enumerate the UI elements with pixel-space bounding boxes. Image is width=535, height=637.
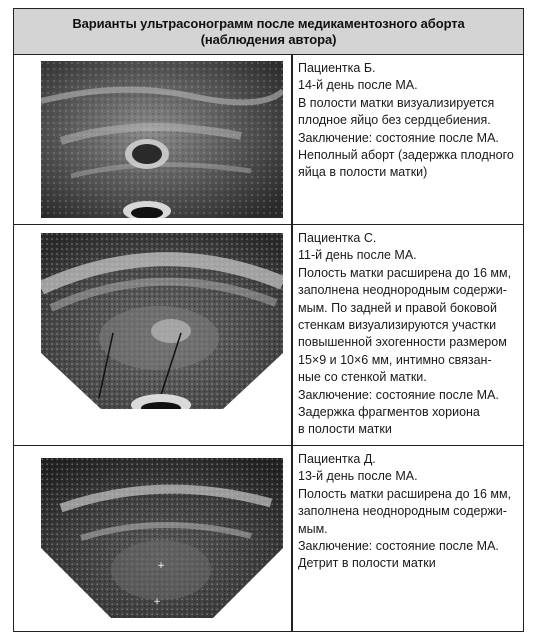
table-header bbox=[14, 9, 523, 55]
text-line: плодное яйцо без сердцебиения. bbox=[298, 113, 491, 128]
text-line: Пациентка Д. bbox=[298, 452, 376, 466]
ultrasound-image-patient-c bbox=[41, 233, 283, 409]
table-title-line-1: Варианты ультрасонограмм после медикаментозного аборта bbox=[72, 15, 465, 31]
text-line: Неполный аборт (задержка плодного bbox=[298, 148, 514, 163]
text-line: 14-й день после МА. bbox=[298, 78, 418, 93]
text-line: Пациентка С. bbox=[298, 231, 377, 245]
text-line: Пациентка Б. bbox=[298, 61, 376, 75]
text-line: Задержка фрагментов хориона bbox=[298, 405, 480, 420]
text-line: Полость матки расширена до 16 мм, bbox=[298, 486, 512, 501]
ultrasound-image-patient-d bbox=[41, 458, 283, 618]
table-row bbox=[14, 225, 523, 446]
text-line: мым. По задней и правой боковой bbox=[298, 300, 497, 315]
text-line: Заключение: состояние после МА. bbox=[298, 539, 499, 554]
text-line: Заключение: состояние после МА. bbox=[298, 130, 499, 145]
text-line: ные со стенкой матки. bbox=[298, 370, 427, 385]
text-line: мым. bbox=[298, 521, 328, 536]
patient-d-description bbox=[298, 451, 517, 573]
text-line: Заключение: состояние после МА. bbox=[298, 387, 499, 402]
table-title-line-2: (наблюдения автора) bbox=[200, 31, 337, 47]
text-line: в полости матки bbox=[298, 422, 392, 437]
text-line: заполнена неоднородным содержи- bbox=[298, 283, 507, 298]
text-line: яйца в полости матки) bbox=[298, 165, 428, 180]
patient-b-description bbox=[298, 60, 517, 182]
ultrasound-image-patient-b bbox=[41, 61, 283, 218]
text-line: заполнена неоднородным содержи- bbox=[298, 504, 507, 519]
text-line: В полости матки визуализируется bbox=[298, 95, 495, 110]
patient-c-description bbox=[298, 230, 517, 439]
text-line: повышенной эхогенности размером bbox=[298, 335, 507, 350]
text-line: 13-й день после МА. bbox=[298, 469, 418, 484]
svg-text:+: + bbox=[153, 597, 161, 607]
text-line: 11-й день после МА. bbox=[298, 248, 417, 263]
svg-text:+: + bbox=[157, 561, 165, 571]
text-line: Детрит в полости матки bbox=[298, 556, 436, 571]
table-row bbox=[14, 446, 523, 631]
text-line: Полость матки расширена до 16 мм, bbox=[298, 265, 512, 280]
text-line: 15×9 и 10×6 мм, интимно связан- bbox=[298, 352, 492, 367]
table-row bbox=[14, 55, 523, 225]
article-table bbox=[13, 8, 524, 632]
text-line: стенкам визуализируются участки bbox=[298, 318, 497, 333]
